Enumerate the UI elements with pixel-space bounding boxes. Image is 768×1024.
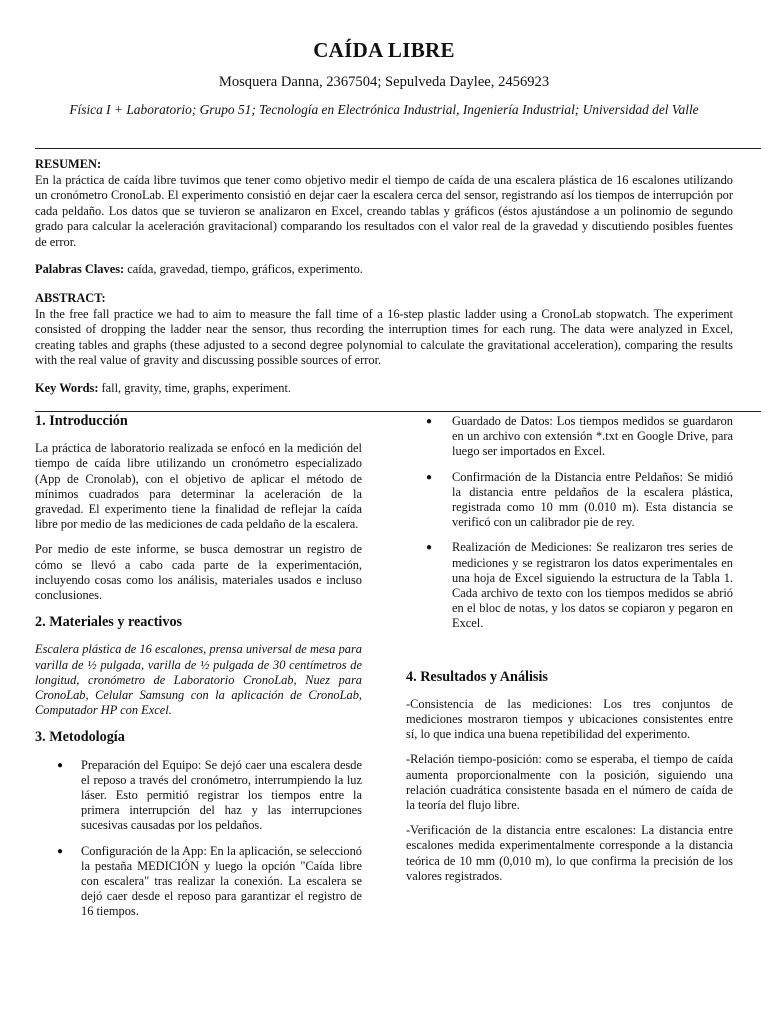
abstract-heading: ABSTRACT:: [35, 291, 106, 305]
list-item: [35, 758, 362, 834]
list-item-text: Realización de Mediciones: Se realizaron tres series de mediciones y se registraron los datos experimentales en una hoja de Excel siguiendo la estructura de la Tabla 1. Cada archivo de texto con los tiempos medidos se abrió en el bloc de notas, y los datos se copiaron y pegaron en Excel.: [452, 540, 733, 631]
section-metodologia-heading: 3. Metodología: [35, 729, 125, 746]
list-item: [406, 414, 733, 460]
key-words-line: [35, 381, 733, 397]
list-item-text: Preparación del Equipo: Se dejó caer una escalera desde el reposo a través del cronómetro, interrumpiendo la luz láser. Esto permitió registrar los tiempos entre la primera interrupción del haz y las interrupciones sucesivas causadas por los peldaños.: [81, 757, 362, 833]
affiliation-line: Física I + Laboratorio; Grupo 51; Tecnología en Electrónica Industrial, Ingeniería Industrial; Universidad del Valle: [69, 102, 699, 117]
header-divider: [35, 148, 761, 149]
right-column: [406, 414, 733, 884]
materials-paragraph: Escalera plástica de 16 escalones, prensa universal de mesa para varilla de ½ pulgada, varilla de ½ pulgada de 30 centímetros de longitud, cronómetro de Laboratorio CronoLab, Nuez para CronoLab, Celular Samsung con la aplicación de CronoLab, Computador HP con Excel.: [35, 642, 362, 718]
list-item-text: Confirmación de la Distancia entre Peldaños: Se midió la distancia entre peldaños de la escalera plástica, registrada como 10 mm (0.010 m). Esta distancia se verificó con un calibrador pie de rey.: [452, 469, 733, 530]
methodology-list-right: [406, 414, 733, 632]
bullet-icon: ●: [57, 759, 64, 771]
list-item: [406, 470, 733, 531]
abstract-divider: [35, 411, 761, 412]
resumen-heading: RESUMEN:: [35, 157, 102, 171]
palabras-claves-line: [35, 262, 733, 278]
resumen-text: En la práctica de caída libre tuvimos que tener como objetivo medir el tiempo de caída de una escalera plástica de 16 escalones utilizando un cronómetro CronoLab. El experimento consistió en dejar caer la escalera cerca del sensor, registrando así los tiempos de interrupción por cada peldaño. Los datos que se tuvieron se analizaron en Excel, creando tablas y gráficos (éstos ajustándose a un polinomio de segundo grado para calcular la aceleración gravitacional) comparando los resultados con el valor real de la gravedad y discutiendo posibles fuentes de error.: [35, 172, 733, 249]
palabras-claves-text: caída, gravedad, tiempo, gráficos, experimento.: [124, 262, 363, 276]
list-item: [35, 844, 362, 920]
bullet-icon: ●: [57, 845, 64, 857]
results-paragraph-3: -Verificación de la distancia entre escalones: La distancia entre escalones medida experimentalmente corresponde a la distancia teórica de 10 mm (0,010 m), lo que confirma la precisión de los valores registrados.: [406, 823, 733, 883]
list-item-text: Guardado de Datos: Los tiempos medidos se guardaron en un archivo con extensión *.txt en Google Drive, para luego ser importados en Excel.: [452, 414, 733, 459]
section-resultados-heading: 4. Resultados y Análisis: [406, 668, 548, 685]
abstract-text: In the free fall practice we had to aim to measure the fall time of a 16-step plastic ladder using a CronoLab stopwatch. The experiment consisted of dropping the ladder near the sensor, thus recording the interruption times for each rung. The data were analyzed in Excel, creating tables and graphs (these adjusted to a second degree polynomial to calculate the gravitational acceleration), comparing the results with the real value of gravity and discussing possible sources of error.: [35, 306, 733, 368]
palabras-claves-label: Palabras Claves:: [35, 262, 125, 276]
resumen-block: [35, 157, 733, 251]
bullet-icon: ●: [426, 471, 433, 483]
section-introduccion-heading: 1. Introducción: [35, 413, 128, 429]
paper-title: CAÍDA LIBRE: [313, 38, 455, 62]
list-item-text: Configuración de la App: En la aplicación, se seleccionó la pestaña MEDICIÓN y luego la opción "Caída libre con escalera" tras realizar la conexión. La escalera se dejó caer desde el reposo para garantizar el registro de 16 tiempos.: [81, 843, 362, 919]
list-item: [406, 540, 733, 631]
key-words-text: fall, gravity, time, graphs, experiment.: [98, 381, 292, 395]
results-paragraph-2: -Relación tiempo-posición: como se esperaba, el tiempo de caída aumenta proporcionalmente con la posición, siguiendo una relación cuadrática consistente basada en el número de caída de la teoría del flujo libre.: [406, 752, 733, 813]
abstract-block: [35, 291, 733, 369]
authors-line: Mosquera Danna, 2367504; Sepulveda Daylee, 2456923: [218, 74, 550, 90]
bullet-icon: ●: [426, 416, 433, 427]
section-materiales-heading: 2. Materiales y reactivos: [35, 614, 183, 631]
left-column: [35, 414, 362, 920]
key-words-label: Key Words:: [35, 381, 99, 395]
methodology-list-left: [35, 758, 362, 920]
bullet-icon: ●: [426, 542, 433, 554]
intro-paragraph-1: La práctica de laboratorio realizada se enfocó en la medición del tiempo de caída libre utilizando un cronómetro especializado (App de Cronolab), con el objetivo de aplicar el método de mínimos cuadrados para determinar la aceleración de la gravedad. El experimento tiene la finalidad de reflejar la caída libre por medio de las mediciones de cada peldaño de la escalera.: [35, 441, 362, 532]
intro-paragraph-2: Por medio de este informe, se busca demostrar un registro de cómo se llevó a cabo cada parte de la experimentación, incluyendo cosas como los análisis, materiales usados e incluso conclusiones.: [35, 542, 362, 603]
results-paragraph-1: -Consistencia de las mediciones: Los tres conjuntos de mediciones mostraron tiempos y ubicaciones consistentes entre sí, lo que indica una buena repetibilidad del experimento.: [406, 696, 733, 742]
